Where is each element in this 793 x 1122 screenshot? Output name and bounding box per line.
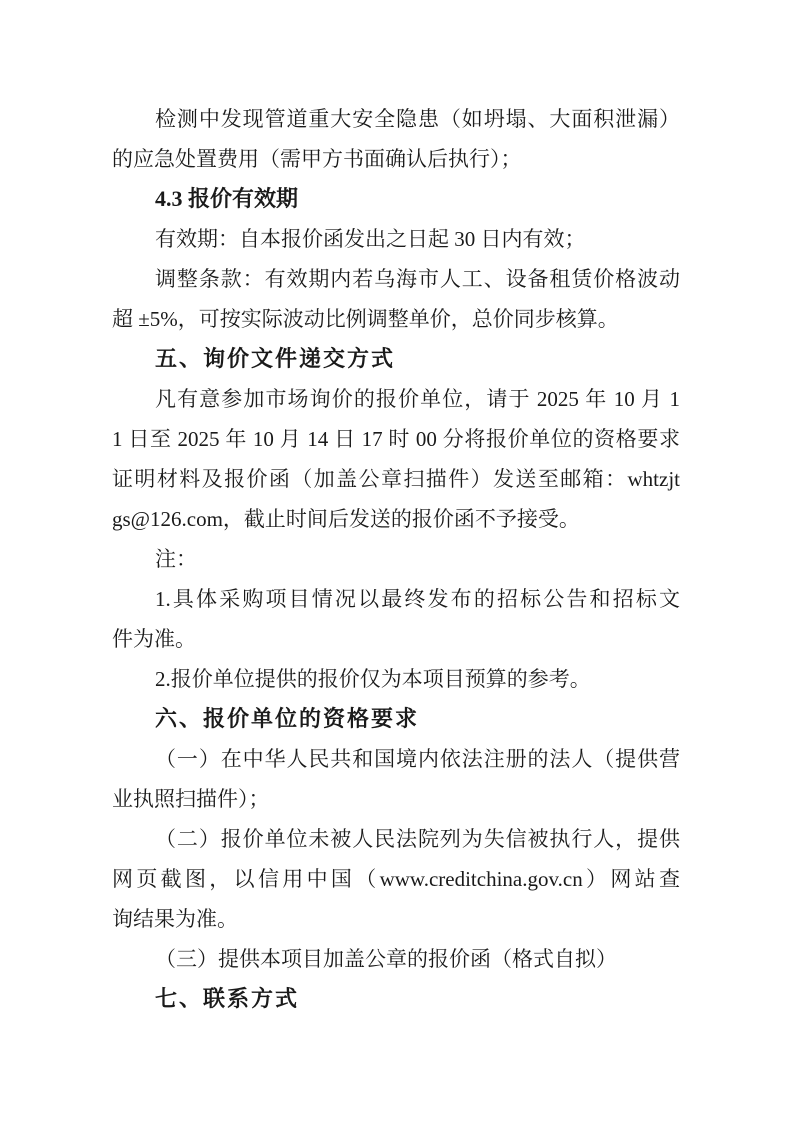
- doc-line: 检测中发现管道重大安全隐患（如坍塌、大面积泄漏）: [155, 107, 680, 131]
- doc-line: 1 日至 2025 年 10 月 14 日 17 时 00 分将报价单位的资格要求: [112, 427, 680, 451]
- doc-line: 1.具体采购项目情况以最终发布的招标公告和招标文: [155, 587, 680, 611]
- heading-section-5-submission: 五、询价文件递交方式: [155, 346, 396, 371]
- doc-line: 询结果为准。: [112, 907, 238, 931]
- doc-line: 业执照扫描件）；: [112, 787, 270, 811]
- doc-line: 2.报价单位提供的报价仅为本项目预算的参考。: [155, 667, 591, 691]
- doc-line-email: gs@126.com，截止时间后发送的报价函不予接受。: [112, 507, 580, 531]
- heading-4-3-quote-validity: 4.3 报价有效期: [155, 186, 299, 211]
- doc-line: 有效期：自本报价函发出之日起 30 日内有效；: [155, 227, 586, 251]
- heading-section-6-qualification: 六、报价单位的资格要求: [155, 706, 420, 731]
- doc-line: 件为准。: [112, 627, 196, 651]
- doc-line-note: 注：: [155, 547, 197, 571]
- doc-line: （三）提供本项目加盖公章的报价函（格式自拟）: [155, 947, 617, 971]
- doc-line: 证明材料及报价函（加盖公章扫描件）发送至邮箱：whtzjt: [112, 467, 680, 491]
- doc-line-website: 网页截图，以信用中国（www.creditchina.gov.cn）网站查: [112, 867, 680, 891]
- doc-line: （二）报价单位未被人民法院列为失信被执行人，提供: [155, 827, 680, 851]
- doc-line: 调整条款：有效期内若乌海市人工、设备租赁价格波动: [155, 267, 680, 291]
- heading-section-7-contact: 七、联系方式: [155, 986, 300, 1011]
- doc-line: （一）在中华人民共和国境内依法注册的法人（提供营: [155, 747, 680, 771]
- doc-line: 凡有意参加市场询价的报价单位，请于 2025 年 10 月 1: [155, 387, 680, 411]
- doc-line: 超 ±5%，可按实际波动比例调整单价，总价同步核算。: [112, 307, 619, 331]
- doc-line: 的应急处置费用（需甲方书面确认后执行）；: [112, 147, 522, 171]
